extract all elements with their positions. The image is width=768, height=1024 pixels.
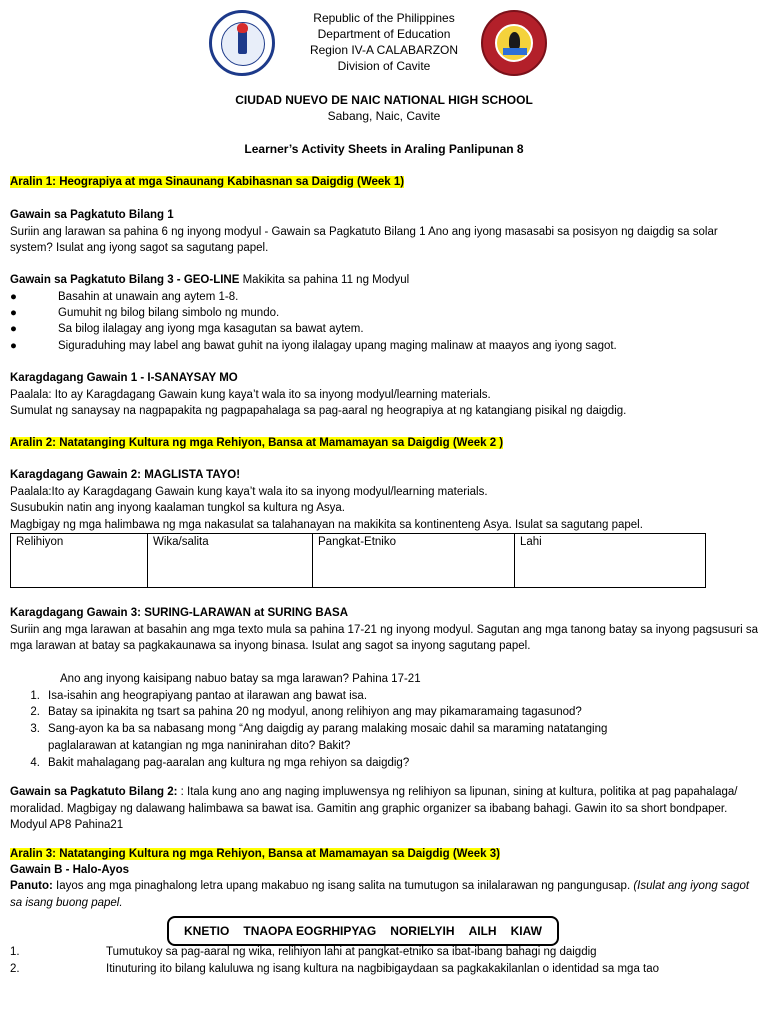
scrambled-words-box: [167, 916, 559, 946]
scrambled-word: AILH: [468, 924, 497, 938]
aralin1-gawain1: [10, 207, 758, 257]
gawain1-text: Suriin ang larawan sa pahina 6 ng inyong modyul - Gawain sa Pagkatuto Bilang 1 Ano ang iyong masasabi sa posisyon ng daigdig sa solar system? Isulat ang iyong sagot sa sagutang papel.: [10, 225, 718, 254]
k2-title: Karagdagang Gawain 2: MAGLISTA TAYO!: [10, 469, 241, 481]
table-header-pangkat: Pangkat-Etniko: [313, 534, 515, 588]
table-header-relihiyon: Relihiyon: [11, 534, 148, 588]
list-item: 1. Isa-isahin ang heograpiyang pantao at ilarawan ang bawat isa.: [30, 690, 368, 702]
gawain1-title: Gawain sa Pagkatuto Bilang 1: [10, 209, 174, 221]
table-header-lahi: Lahi: [515, 534, 706, 588]
k1-line1: Paalala: Ito ay Karagdagang Gawain kung kaya’t wala ito sa inyong modyul/learning materials.: [10, 388, 491, 401]
scrambled-word: TNAOPA EOGRHIPYAG: [243, 924, 377, 938]
karagdagang-gawain2: [10, 467, 758, 533]
k2-line2: Susubukin natin ang inyong kaalaman tungkol sa kultura ng Asya.: [10, 502, 345, 514]
list-item: paglalarawan at katangian ng mga naninirahan dito? Bakit?: [48, 740, 351, 752]
k1-line2: Sumulat ng sanaysay na nagpapakita ng pagpapahalaga sa pag-aaral ng heograpiya at ng katangiang pisikal ng daigdig.: [10, 405, 627, 417]
list-item: 2. Itinuturing ito bilang kaluluwa ng isang kultura na nagbibigaydaan sa pagkakakilanlan o identidad sa mga tao: [10, 963, 660, 975]
header-line-republic: Republic of the Philippines: [313, 11, 455, 25]
header-line-division: Division of Cavite: [337, 59, 431, 73]
aralin2-section-title: Aralin 2: Natatanging Kultura ng mga Rehiyon, Bansa at Mamamayan sa Daigdig (Week 2 ): [10, 437, 504, 449]
list-item: 3. Sang-ayon ka ba sa nabasang mong “Ang daigdig ay parang malaking mosaic dahil sa maraming natatanging: [30, 723, 608, 735]
k2-line3: Magbigay ng mga halimbawa ng mga nakasulat sa talahanayan na makikita sa kontinenteng Asya. Isulat sa sagutang papel.: [10, 518, 643, 531]
school-address: Sabang, Naic, Cavite: [327, 109, 441, 123]
bullet-item: ● Gumuhit ng bilog bilang simbolo ng mundo.: [10, 307, 280, 319]
header-line-department: Department of Education: [317, 27, 451, 41]
bullet-item: ● Sa bilog ilalagay ang iyong mga kasagutan sa bawat aytem.: [10, 323, 364, 335]
karagdagang-gawain3: [10, 605, 758, 655]
karagdagang-gawain1: [10, 370, 758, 420]
gawain-b-title: Gawain B - Halo-Ayos: [10, 864, 130, 876]
k3-title: Karagdagang Gawain 3: SURING-LARAWAN at SURING BASA: [10, 607, 349, 619]
k3-question: Ano ang inyong kaisipang nabuo batay sa mga larawan? Pahina 17-21: [60, 673, 421, 685]
list-item: 4. Bakit mahalagang pag-aaralan ang kultura ng mga rehiyon sa daigdig?: [30, 757, 410, 769]
aralin1-section-title: Aralin 1: Heograpiya at mga Sinaunang Kabihasnan sa Daigdig (Week 1): [10, 176, 405, 188]
culture-table: [10, 533, 706, 588]
list-item: 2. Batay sa ipinakita ng tsart sa pahina 20 ng modyul, anong relihiyon ang may pikamaramaing tagasunod?: [30, 706, 582, 718]
scrambled-word: NORIELYIH: [390, 924, 455, 938]
aralin3-section-title: Aralin 3: Natatanging Kultura ng mga Rehiyon, Bansa at Mamamayan sa Daigdig (Week 3): [10, 848, 500, 860]
panuto: Panuto: Iayos ang mga pinaghalong letra upang makabuo ng isang salita na tumutugon sa inilalarawan ng pangungusap. (Isulat ang iyong sagot sa isang buong papel.: [10, 880, 750, 909]
scrambled-word: KNETIO: [184, 924, 230, 938]
list-item: 1. Tumutukoy sa pag-aaral ng wika, relihiyon lahi at pangkat-etniko sa ibat-ibang bahagi ng daigdig: [10, 946, 597, 958]
k3-text: Suriin ang mga larawan at basahin ang mga texto mula sa pahina 17-21 ng inyong modyul. Sagutan ang mga tanong batay sa inyong pagsusuri sa mga larawan at batay sa pagkakaunawa sa inyong binasa. Isulat ang sagot sa inyong sagutang papel.: [10, 623, 758, 652]
gawain2: Gawain sa Pagkatuto Bilang 2: : Itala kung ano ang naging impluwensya ng relihiyon sa lipunan, sining at kultura, politika at pag papahalaga/ moralidad. Magbigay ng dalawang halimbawa sa bawat isa. Gamitin ang graphic organizer sa ibabang bahagi. Gawin ito sa short bondpaper. Modyul AP8 Pahina21: [10, 786, 738, 831]
document-title: Learner’s Activity Sheets in Araling Panlipunan 8: [244, 142, 524, 156]
table-header-wika: Wika/salita: [148, 534, 313, 588]
aralin1-gawain3-title: Gawain sa Pagkatuto Bilang 3 - GEO-LINE Makikita sa pahina 11 ng Modyul: [10, 274, 410, 286]
school-name: CIUDAD NUEVO DE NAIC NATIONAL HIGH SCHOOL: [235, 93, 533, 107]
header-line-region: Region IV-A CALABARZON: [309, 43, 459, 57]
k1-title: Karagdagang Gawain 1 - I-SANAYSAY MO: [10, 372, 238, 384]
bullet-item: ● Siguraduhing may label ang bawat guhit na iyong ilalagay upang maging malinaw at maayos ang iyong sagot.: [10, 340, 617, 352]
letterhead: [0, 10, 768, 74]
scrambled-word: KIAW: [510, 924, 542, 938]
k2-line1: Paalala:Ito ay Karagdagang Gawain kung kaya’t wala ito sa inyong modyul/learning materials.: [10, 485, 488, 498]
bullet-item: ● Basahin at unawain ang aytem 1-8.: [10, 291, 239, 303]
